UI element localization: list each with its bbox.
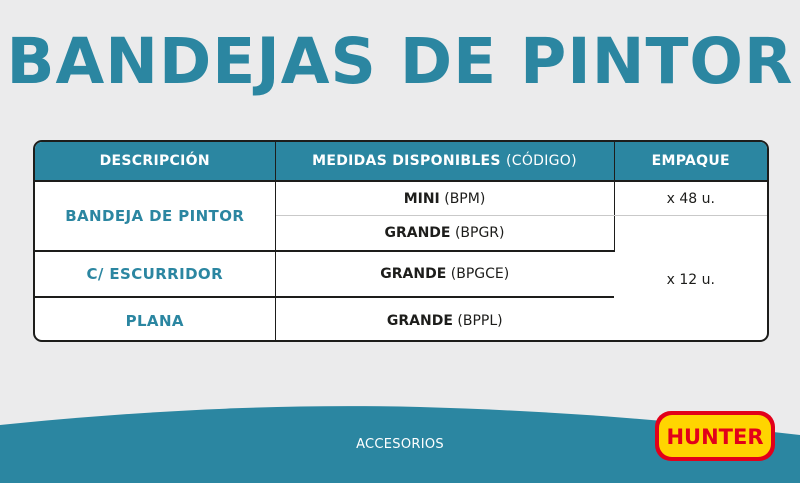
page-title: BANDEJAS DE PINTOR [6,25,794,98]
products-table-grid [35,142,767,342]
hunter-logo [654,410,776,462]
hunter-logo-text: HUNTER [666,425,764,449]
row-size: GRANDE (BPGCE) [275,251,614,297]
products-table [33,140,769,342]
row-size: GRANDE (BPGR) [275,216,614,252]
row-size: MINI (BPM) [275,181,614,216]
row-pack: x 12 u. [666,271,715,288]
table-header-row [35,142,767,181]
row-pack: x 48 u. [614,181,767,216]
row-size: GRANDE (BPPL) [386,312,503,329]
table-row [35,181,767,216]
row-description: PLANA [35,297,275,342]
header-sizes: MEDIDAS DISPONIBLES (CÓDIGO) [275,142,614,181]
header-description: DESCRIPCIÓN [35,142,275,181]
footer-section-label: ACCESORIOS [356,437,444,452]
row-description: BANDEJA DE PINTOR [35,181,275,251]
row-description: C/ ESCURRIDOR [35,251,275,297]
header-pack: EMPAQUE [614,142,767,181]
